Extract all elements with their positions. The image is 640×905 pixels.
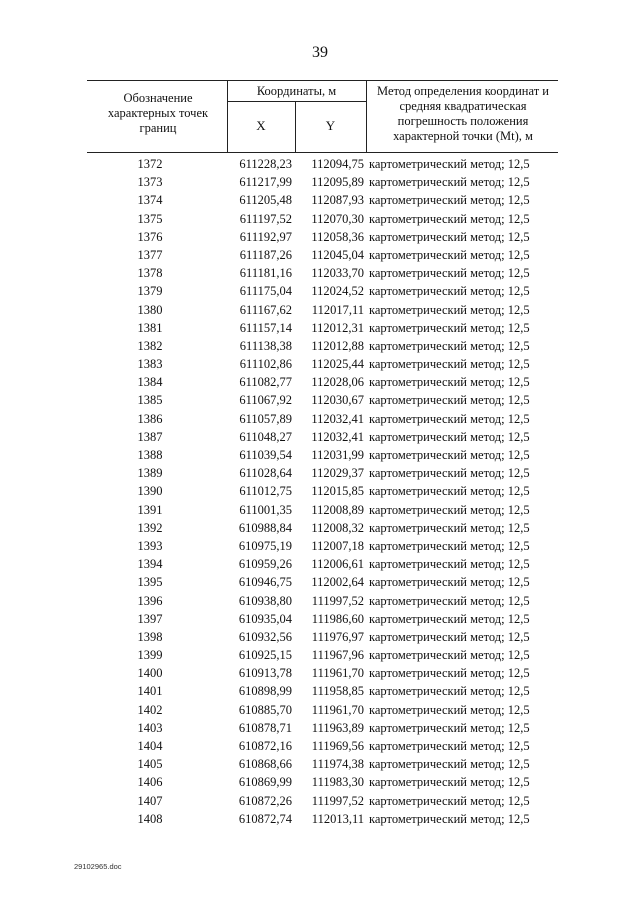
table-row <box>87 155 558 173</box>
table-row <box>87 682 558 700</box>
method-text: картометрический метод; 12,5 <box>369 538 530 553</box>
point-id: 1399 <box>137 648 163 663</box>
method-text: картометрический метод; 12,5 <box>369 466 530 481</box>
method-text: картометрический метод; 12,5 <box>369 157 530 171</box>
coord-y: 112008,89 <box>311 502 364 517</box>
coord-x: 610868,66 <box>238 757 292 772</box>
coord-x: 611039,54 <box>239 448 292 462</box>
point-id: 1383 <box>137 357 163 372</box>
coord-y: 112024,52 <box>311 284 364 299</box>
table-row <box>87 773 558 791</box>
page-number: 39 <box>312 44 328 61</box>
table-row <box>87 537 558 555</box>
coord-y: 112033,70 <box>311 266 364 281</box>
coord-x: 610925,15 <box>238 648 292 663</box>
coord-x: 610872,74 <box>238 811 292 826</box>
coord-y: 112025,44 <box>311 357 364 372</box>
point-id: 1377 <box>137 247 163 262</box>
coord-y: 111976,97 <box>311 629 364 644</box>
point-id: 1373 <box>137 175 163 190</box>
table-row <box>87 501 558 519</box>
point-id: 1382 <box>137 338 163 353</box>
table-row <box>87 337 558 355</box>
point-id: 1376 <box>137 229 163 244</box>
header-point-designation: Обозначение характерных точек границ <box>107 91 209 135</box>
method-text: картометрический метод; 12,5 <box>369 411 530 426</box>
method-text: картометрический метод; 12,5 <box>369 702 530 717</box>
table-row <box>87 355 558 373</box>
point-id: 1408 <box>137 811 163 826</box>
coord-x: 611057,89 <box>239 411 292 426</box>
point-id: 1374 <box>137 193 163 208</box>
table-row <box>87 319 558 337</box>
table-row <box>87 228 558 246</box>
point-id: 1390 <box>137 484 163 499</box>
point-id: 1391 <box>137 502 163 517</box>
point-id: 1392 <box>137 520 163 535</box>
method-text: картометрический метод; 12,5 <box>369 484 530 499</box>
table-row <box>87 592 558 610</box>
method-text: картометрический метод; 12,5 <box>369 557 530 572</box>
coord-x: 610878,71 <box>238 720 292 735</box>
coord-x: 610932,56 <box>238 629 292 644</box>
method-text: картометрический метод; 12,5 <box>369 448 530 462</box>
coord-y: 112058,36 <box>311 229 364 244</box>
coord-y: 111997,52 <box>311 793 364 808</box>
coord-x: 611138,38 <box>239 338 292 353</box>
point-id: 1395 <box>137 575 163 590</box>
coord-x: 610872,26 <box>238 793 292 808</box>
coord-y: 112045,04 <box>311 247 364 262</box>
table-row <box>87 191 558 209</box>
point-id: 1404 <box>137 739 163 753</box>
coord-y: 112013,11 <box>311 811 364 826</box>
coord-y: 111967,96 <box>311 648 364 663</box>
method-text: картометрический метод; 12,5 <box>369 393 530 408</box>
point-id: 1386 <box>137 411 163 426</box>
table-body <box>87 155 558 828</box>
table-row <box>87 282 558 300</box>
coord-y: 112008,32 <box>311 520 364 535</box>
coord-x: 611228,23 <box>239 157 292 171</box>
table-row <box>87 573 558 591</box>
coord-x: 611028,64 <box>239 466 292 481</box>
coord-y: 112012,31 <box>311 320 364 335</box>
method-text: картометрический метод; 12,5 <box>369 520 530 535</box>
coord-x: 610988,84 <box>238 520 292 535</box>
point-id: 1396 <box>137 593 163 608</box>
method-text: картометрический метод; 12,5 <box>369 429 530 444</box>
coord-x: 610885,70 <box>238 702 292 717</box>
point-id: 1387 <box>137 429 163 444</box>
coord-x: 611157,14 <box>239 320 292 335</box>
method-text: картометрический метод; 12,5 <box>369 629 530 644</box>
coord-x: 611197,52 <box>239 211 292 226</box>
coord-y: 112094,75 <box>311 157 364 171</box>
point-id: 1394 <box>137 557 163 572</box>
coord-x: 610898,99 <box>238 684 292 699</box>
coord-x: 610935,04 <box>238 611 292 626</box>
coord-y: 112015,85 <box>311 484 364 499</box>
table-row <box>87 410 558 428</box>
table-row <box>87 428 558 446</box>
point-id: 1407 <box>137 793 163 808</box>
table-row <box>87 610 558 628</box>
header-method: Метод определения координат и средняя квадратическая погрешность положения характерной точки (Mt), м <box>377 84 549 143</box>
method-text: картометрический метод; 12,5 <box>369 502 530 517</box>
point-id: 1385 <box>137 393 163 408</box>
coord-x: 611082,77 <box>239 375 292 390</box>
point-id: 1406 <box>137 775 163 790</box>
coord-y: 111961,70 <box>311 666 364 681</box>
coord-x: 610869,99 <box>238 775 292 790</box>
method-text: картометрический метод; 12,5 <box>369 811 530 826</box>
coord-y: 111997,52 <box>311 593 364 608</box>
coord-x: 611048,27 <box>239 429 292 444</box>
table-row <box>87 464 558 482</box>
coord-y: 111986,60 <box>311 611 364 626</box>
coord-x: 611001,35 <box>239 502 292 517</box>
table-row <box>87 482 558 500</box>
method-text: картометрический метод; 12,5 <box>369 247 530 262</box>
point-id: 1403 <box>137 720 163 735</box>
coord-x: 611187,26 <box>239 247 292 262</box>
method-text: картометрический метод; 12,5 <box>369 575 530 590</box>
point-id: 1372 <box>137 157 163 171</box>
coord-x: 611167,62 <box>239 302 292 317</box>
table-row <box>87 446 558 464</box>
coord-y: 112006,61 <box>311 557 364 572</box>
point-id: 1375 <box>137 211 163 226</box>
table-row <box>87 737 558 755</box>
coord-y: 112087,93 <box>311 193 364 208</box>
table-row <box>87 555 558 573</box>
table-row <box>87 301 558 319</box>
coord-x: 611067,92 <box>239 393 292 408</box>
method-text: картометрический метод; 12,5 <box>369 684 530 699</box>
coord-x: 611102,86 <box>239 357 292 372</box>
point-id: 1401 <box>137 684 163 699</box>
method-text: картометрический метод; 12,5 <box>369 211 530 226</box>
header-x: X <box>256 118 266 133</box>
footer-filename: 29102965.doc <box>74 862 122 871</box>
coord-x: 611217,99 <box>239 175 292 190</box>
coord-x: 610959,26 <box>238 557 292 572</box>
table-row <box>87 701 558 719</box>
method-text: картометрический метод; 12,5 <box>369 229 530 244</box>
table-row <box>87 391 558 409</box>
coord-x: 610872,16 <box>238 739 292 753</box>
coord-y: 112031,99 <box>311 448 364 462</box>
method-text: картометрический метод; 12,5 <box>369 666 530 681</box>
point-id: 1397 <box>137 611 163 626</box>
method-text: картометрический метод; 12,5 <box>369 648 530 663</box>
point-id: 1402 <box>137 702 163 717</box>
point-id: 1384 <box>137 375 163 390</box>
coord-x: 611181,16 <box>239 266 292 281</box>
table-row <box>87 246 558 264</box>
method-text: картометрический метод; 12,5 <box>369 266 530 281</box>
method-text: картометрический метод; 12,5 <box>369 302 530 317</box>
table-row <box>87 664 558 682</box>
coord-y: 111974,38 <box>311 757 364 772</box>
point-id: 1380 <box>137 302 163 317</box>
table-row <box>87 210 558 228</box>
method-text: картометрический метод; 12,5 <box>369 720 530 735</box>
point-id: 1378 <box>137 266 163 281</box>
method-text: картометрический метод; 12,5 <box>369 284 530 299</box>
table-row <box>87 628 558 646</box>
coord-y: 112095,89 <box>311 175 364 190</box>
coord-x: 611175,04 <box>239 284 292 299</box>
point-id: 1388 <box>137 448 163 462</box>
coord-y: 112070,30 <box>311 211 364 226</box>
coord-y: 111983,30 <box>311 775 364 790</box>
method-text: картометрический метод; 12,5 <box>369 757 530 772</box>
coord-y: 112028,06 <box>311 375 364 390</box>
method-text: картометрический метод; 12,5 <box>369 193 530 208</box>
table-row <box>87 373 558 391</box>
method-text: картометрический метод; 12,5 <box>369 775 530 790</box>
table-row <box>87 719 558 737</box>
coord-x: 611205,48 <box>239 193 292 208</box>
point-id: 1400 <box>137 666 163 681</box>
point-id: 1389 <box>137 466 163 481</box>
coord-x: 610913,78 <box>238 666 292 681</box>
coord-y: 112007,18 <box>311 538 364 553</box>
table-row <box>87 755 558 773</box>
coord-y: 112032,41 <box>311 411 364 426</box>
method-text: картометрический метод; 12,5 <box>369 375 530 390</box>
point-id: 1405 <box>137 757 163 772</box>
point-id: 1398 <box>137 629 163 644</box>
table-row <box>87 519 558 537</box>
header-divider <box>227 101 366 102</box>
coord-y: 111958,85 <box>311 684 364 699</box>
coord-y: 112029,37 <box>311 466 364 481</box>
coord-x: 610938,80 <box>238 593 292 608</box>
table-row <box>87 264 558 282</box>
table-row <box>87 810 558 828</box>
method-text: картометрический метод; 12,5 <box>369 175 530 190</box>
coord-y: 112012,88 <box>311 338 364 353</box>
method-text: картометрический метод; 12,5 <box>369 320 530 335</box>
table-row <box>87 792 558 810</box>
coord-x: 610946,75 <box>238 575 292 590</box>
header-divider <box>366 81 367 152</box>
coord-y: 112030,67 <box>311 393 364 408</box>
method-text: картометрический метод; 12,5 <box>369 593 530 608</box>
point-id: 1381 <box>137 320 163 335</box>
method-text: картометрический метод; 12,5 <box>369 611 530 626</box>
coord-x: 611192,97 <box>239 229 292 244</box>
coord-y: 111961,70 <box>311 702 364 717</box>
header-coordinates: Координаты, м <box>256 84 337 98</box>
method-text: картометрический метод; 12,5 <box>369 793 530 808</box>
table-header <box>87 80 558 153</box>
coord-y: 112017,11 <box>311 302 364 317</box>
coord-y: 112002,64 <box>311 575 364 590</box>
method-text: картометрический метод; 12,5 <box>369 739 530 753</box>
table-row <box>87 646 558 664</box>
table-row <box>87 173 558 191</box>
point-id: 1393 <box>137 538 163 553</box>
coord-y: 112032,41 <box>311 429 364 444</box>
coord-y: 111963,89 <box>311 720 364 735</box>
header-y: Y <box>325 118 336 133</box>
coord-x: 611012,75 <box>239 484 292 499</box>
method-text: картометрический метод; 12,5 <box>369 338 530 353</box>
coord-y: 111969,56 <box>311 739 364 753</box>
coord-x: 610975,19 <box>238 538 292 553</box>
point-id: 1379 <box>137 284 163 299</box>
method-text: картометрический метод; 12,5 <box>369 357 530 372</box>
